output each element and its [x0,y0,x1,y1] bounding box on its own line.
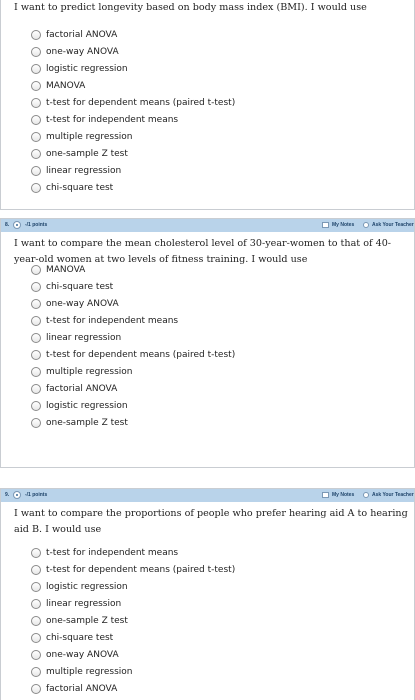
radio-button[interactable] [31,418,41,428]
radio-button[interactable] [31,350,41,360]
option-one-sample-z-test[interactable] [31,414,235,431]
radio-button[interactable] [31,650,41,660]
radio-button[interactable] [31,384,41,394]
option-label: logistic regression [46,400,128,411]
radio-button[interactable] [31,265,41,275]
question-number: 8. [5,222,10,228]
radio-button[interactable] [31,299,41,309]
radio-button[interactable] [31,98,41,108]
radio-button[interactable] [31,633,41,643]
my-notes-link[interactable]: My Notes [332,222,355,228]
radio-button[interactable] [31,316,41,326]
radio-button[interactable] [31,582,41,592]
radio-button[interactable] [31,565,41,575]
notes-icon[interactable] [322,222,329,228]
ask-teacher-link[interactable]: Ask Your Teacher [372,492,414,498]
option-label: one-sample Z test [46,417,128,428]
option-chi-square-test[interactable] [31,278,235,295]
radio-button[interactable] [31,282,41,292]
option-label: linear regression [46,165,122,176]
option-factorial-anova[interactable] [31,26,235,43]
option-chi-square-test[interactable] [31,179,235,196]
option-multiple-regression[interactable] [31,128,235,145]
question-card-9 [0,488,415,700]
option-multiple-regression[interactable] [31,363,235,380]
answer-options [31,261,235,431]
option-paired-t-test[interactable] [31,346,235,363]
question-text: I want to compare the mean cholesterol level of 30-year-women to that of 40-year-old women at two levels of fitness training. I would use [14,238,392,265]
radio-button[interactable] [31,132,41,142]
radio-button[interactable] [31,47,41,57]
ask-teacher-link[interactable]: Ask Your Teacher [372,222,414,228]
option-label: one-way ANOVA [46,649,119,660]
question-number: 9. [5,492,10,498]
radio-button[interactable] [31,64,41,74]
option-paired-t-test[interactable] [31,94,235,111]
radio-button[interactable] [31,183,41,193]
answer-options [31,544,235,697]
option-factorial-anova[interactable] [31,680,235,697]
option-label: logistic regression [46,63,128,74]
option-label: t-test for independent means [46,114,179,125]
answer-options [31,26,235,196]
radio-button[interactable] [31,81,41,91]
option-label: one-sample Z test [46,615,128,626]
option-independent-t-test[interactable] [31,544,235,561]
option-label: t-test for independent means [46,315,179,326]
option-multiple-regression[interactable] [31,663,235,680]
option-one-way-anova[interactable] [31,43,235,60]
option-label: one-way ANOVA [46,46,119,57]
option-independent-t-test[interactable] [31,111,235,128]
option-independent-t-test[interactable] [31,312,235,329]
option-label: linear regression [46,332,122,343]
option-label: MANOVA [46,80,86,91]
radio-button[interactable] [31,616,41,626]
question-text: I want to compare the proportions of people who prefer hearing aid A to hearing aid B. I would use [14,508,408,535]
option-label: linear regression [46,598,122,609]
expand-icon[interactable] [13,221,21,229]
notes-icon[interactable] [322,492,329,498]
option-label: multiple regression [46,131,133,142]
option-one-way-anova[interactable] [31,646,235,663]
option-one-sample-z-test[interactable] [31,612,235,629]
radio-button[interactable] [31,166,41,176]
option-label: logistic regression [46,581,128,592]
ask-teacher-icon[interactable] [363,492,369,498]
question-card-1 [0,0,415,210]
option-label: one-sample Z test [46,148,128,159]
option-label: t-test for dependent means (paired t-test) [46,97,236,108]
question-header-bar [1,489,414,502]
option-label: t-test for dependent means (paired t-test) [46,349,236,360]
option-label: chi-square test [46,182,114,193]
radio-button[interactable] [31,684,41,694]
option-label: factorial ANOVA [46,383,118,394]
option-factorial-anova[interactable] [31,380,235,397]
radio-button[interactable] [31,599,41,609]
option-linear-regression[interactable] [31,595,235,612]
option-manova[interactable] [31,77,235,94]
option-logistic-regression[interactable] [31,60,235,77]
option-one-way-anova[interactable] [31,295,235,312]
radio-button[interactable] [31,548,41,558]
option-label: multiple regression [46,666,133,677]
option-chi-square-test[interactable] [31,629,235,646]
option-label: MANOVA [46,264,86,275]
expand-icon[interactable] [13,491,21,499]
option-one-sample-z-test[interactable] [31,145,235,162]
option-logistic-regression[interactable] [31,397,235,414]
points-label: -/1 points [25,222,48,228]
option-label: one-way ANOVA [46,298,119,309]
radio-button[interactable] [31,667,41,677]
radio-button[interactable] [31,115,41,125]
option-label: chi-square test [46,281,114,292]
question-text: I want to predict longevity based on body mass index (BMI). I would use [14,2,367,13]
radio-button[interactable] [31,367,41,377]
option-logistic-regression[interactable] [31,578,235,595]
points-label: -/1 points [25,492,48,498]
radio-button[interactable] [31,149,41,159]
option-label: factorial ANOVA [46,29,118,40]
option-linear-regression[interactable] [31,162,235,179]
option-manova[interactable] [31,261,235,278]
option-label: factorial ANOVA [46,683,118,694]
option-label: chi-square test [46,632,114,643]
question-card-8 [0,218,415,468]
my-notes-link[interactable]: My Notes [332,492,355,498]
question-header-bar [1,219,414,232]
option-label: multiple regression [46,366,133,377]
option-label: t-test for dependent means (paired t-test) [46,564,236,575]
radio-button[interactable] [31,401,41,411]
ask-teacher-icon[interactable] [363,222,369,228]
option-paired-t-test[interactable] [31,561,235,578]
radio-button[interactable] [31,333,41,343]
radio-button[interactable] [31,30,41,40]
option-label: t-test for independent means [46,547,179,558]
option-linear-regression[interactable] [31,329,235,346]
